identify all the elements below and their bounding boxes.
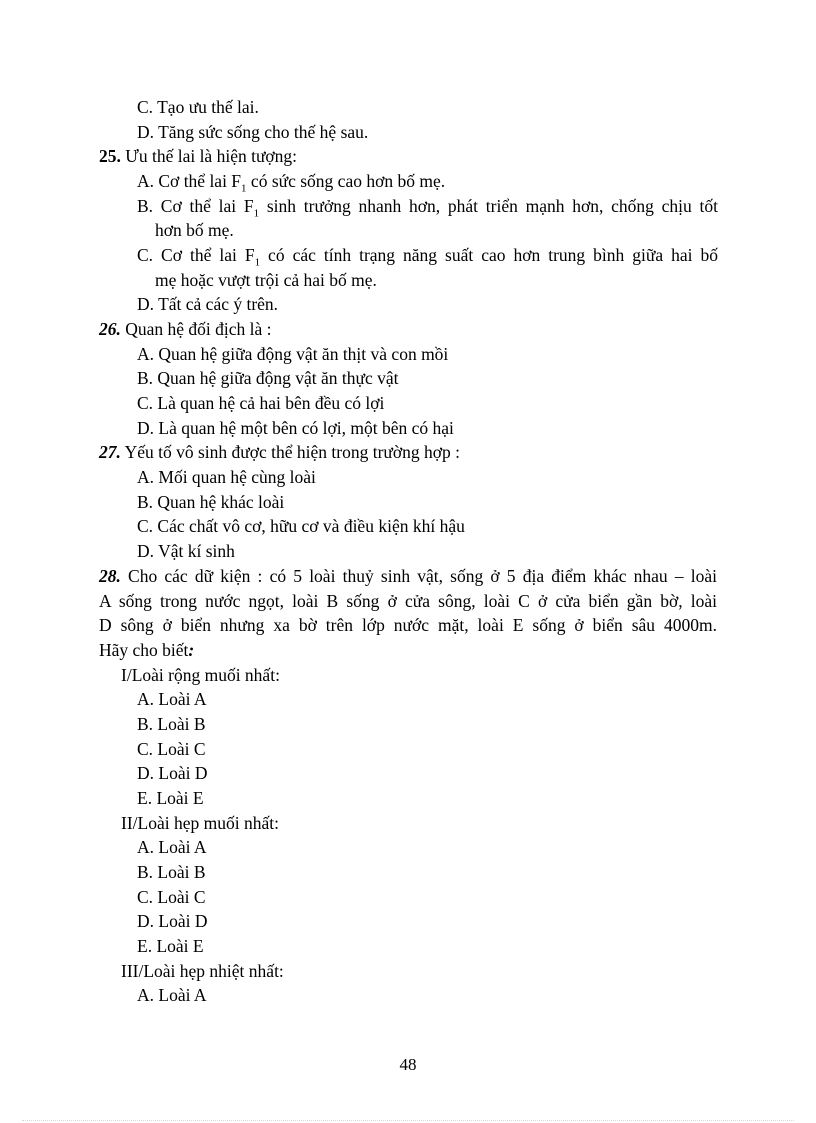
part-2-option-c: C. Loài C (137, 887, 206, 907)
question-28-line-2: A sống trong nước ngọt, loài B sống ở cửa sông, loài C ở cửa biển gần bờ, loài (99, 591, 717, 611)
question-25-option-b: B. Cơ thể lai $F_1$ sinh trưởng nhanh hơn, phát triển mạnh hơn, chống chịu tốt (137, 196, 719, 220)
question-26-option-a: A. Quan hệ giữa động vật ăn thịt và con mồi (137, 344, 449, 364)
question-28-number: 28. (99, 566, 121, 586)
question-26-number: 26. (99, 319, 121, 339)
question-26-option-d: D. Là quan hệ một bên có lợi, một bên có hại (137, 418, 454, 438)
part-3-option-a: A. Loài A (137, 985, 207, 1005)
part-2-option-b: B. Loài B (137, 862, 206, 882)
question-27-option-a: A. Mối quan hệ cùng loài (137, 467, 316, 487)
part-1-option-b: B. Loài B (137, 714, 206, 734)
question-27-option-d: D. Vật kí sinh (137, 541, 235, 561)
question-27-text: Yếu tố vô sinh được thể hiện trong trường hợp : (120, 442, 461, 462)
question-27-option-b: B. Quan hệ khác loài (137, 492, 285, 512)
question-25-text: Ưu thế lai là hiện tượng: (120, 146, 298, 166)
part-2-option-d: D. Loài D (137, 911, 208, 931)
question-27-option-c: C. Các chất vô cơ, hữu cơ và điều kiện khí hậu (137, 516, 465, 536)
option-prev-d: D. Tăng sức sống cho thế hệ sau. (137, 122, 369, 142)
question-28-line-4: Hãy cho biết: (99, 640, 195, 660)
question-25-number: 25. (99, 146, 121, 166)
question-28-line-3: D sông ở biển nhưng xa bờ trên lớp nước mặt, loài E sống ở biển sâu 4000m. (99, 615, 717, 635)
question-26-option-b: B. Quan hệ giữa động vật ăn thực vật (137, 368, 399, 388)
part-1-option-d: D. Loài D (137, 763, 208, 783)
option-prev-c: C. Tạo ưu thế lai. (137, 97, 259, 117)
part-1-option-c: C. Loài C (137, 739, 206, 759)
question-28-line-1: 28. Cho các dữ kiện : có 5 loài thuỷ sinh vật, sống ở 5 địa điểm khác nhau – loài (99, 566, 717, 586)
question-27-number: 27. (99, 442, 121, 462)
page-number: 48 (399, 1055, 417, 1074)
question-25-option-a: A. Cơ thể lai $F_1$ có sức sống cao hơn bố mẹ. (137, 171, 446, 195)
question-28-part-1-title: I/Loài rộng muối nhất: (121, 665, 280, 685)
page-bottom-divider (22, 1120, 794, 1121)
question-25-option-d: D. Tất cả các ý trên. (137, 294, 279, 314)
question-25-option-c: C. Cơ thể lai $F_1$ có các tính trạng năng suất cao hơn trung bình giữa hai bố (137, 245, 719, 269)
part-2-option-e: E. Loài E (137, 936, 204, 956)
question-25-option-c-cont: mẹ hoặc vượt trội cả hai bố mẹ. (155, 270, 377, 290)
question-25-option-b-cont: hơn bố mẹ. (155, 220, 234, 240)
question-26 (99, 318, 272, 340)
question-26-option-c: C. Là quan hệ cả hai bên đều có lợi (137, 393, 385, 413)
part-1-option-a: A. Loài A (137, 689, 207, 709)
part-1-option-e: E. Loài E (137, 788, 204, 808)
question-25 (99, 145, 297, 167)
question-28-part-2-title: II/Loài hẹp muối nhất: (121, 813, 279, 833)
part-2-option-a: A. Loài A (137, 837, 207, 857)
question-27 (99, 441, 460, 463)
question-28-part-3-title: III/Loài hẹp nhiệt nhất: (121, 961, 284, 981)
question-26-text: Quan hệ đối địch là : (120, 319, 272, 339)
